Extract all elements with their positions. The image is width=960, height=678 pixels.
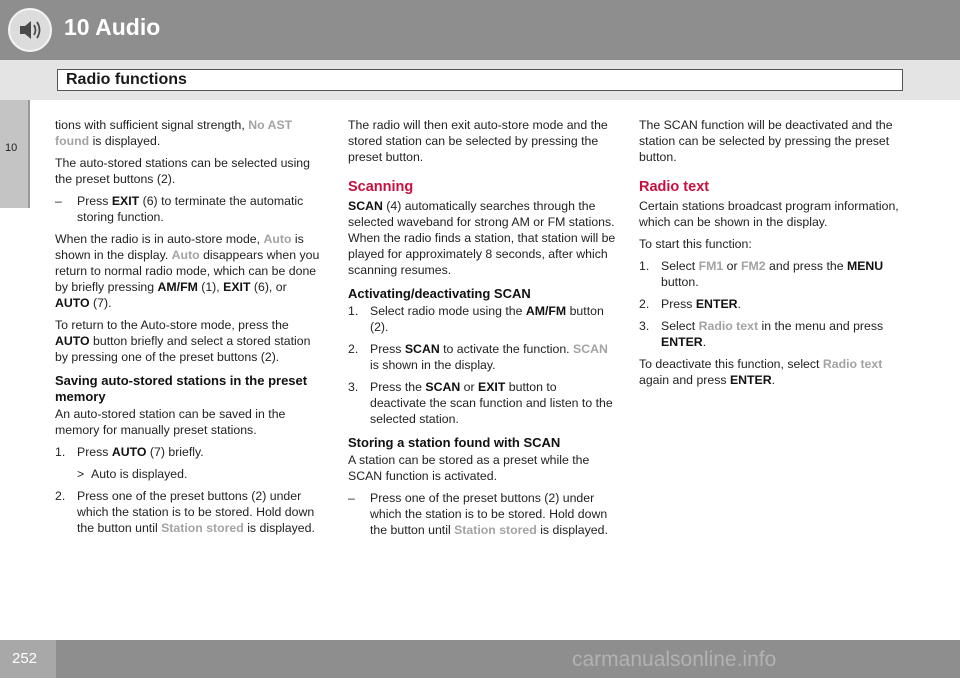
chapter-tab — [0, 100, 30, 208]
page-number: 252 — [12, 650, 38, 667]
column-3 — [639, 117, 907, 394]
step-item: 1. Press AUTO (7) briefly. — [55, 445, 204, 459]
step-item: 1. Select radio mode using the AM/FM button (2). — [348, 304, 604, 334]
display-text: FM2 — [741, 259, 766, 273]
button-key: ENTER — [729, 373, 772, 387]
bullet-item: – Press EXIT (6) to terminate the automatic storing function. — [55, 194, 304, 224]
step-number: 3. — [348, 380, 359, 394]
display-text: Auto — [263, 232, 292, 246]
step-number: 2. — [348, 342, 359, 356]
step-item: 2. Press SCAN to activate the function. SCAN is shown in the display. — [348, 342, 608, 372]
button-key: AM/FM — [157, 280, 198, 294]
step-number: 1. — [55, 445, 66, 459]
button-key: AM/FM — [525, 304, 567, 318]
dash-marker: – — [55, 194, 62, 208]
section-title: Radio functions — [66, 71, 187, 88]
heading-radio-text: Radio text — [639, 179, 710, 195]
subheading-saving: Saving auto-stored stations in the preset memory — [55, 373, 308, 404]
paragraph: The SCAN function will be deactivated and the station can be selected by pressing the preset button. — [639, 118, 893, 164]
column-2 — [348, 117, 616, 544]
button-key: EXIT — [478, 380, 506, 394]
display-text: Radio text — [822, 357, 883, 371]
chapter-header-bar — [0, 0, 960, 60]
button-key: MENU — [846, 259, 884, 273]
step-item: 2. Press ENTER. — [639, 297, 741, 311]
paragraph: tions with sufficient signal strength, No AST found is displayed. — [55, 118, 293, 148]
column-1 — [55, 117, 323, 542]
display-text: Station stored — [161, 521, 244, 535]
paragraph: Certain stations broadcast program information, which can be shown in the display. — [639, 199, 899, 229]
footer-bar — [0, 640, 960, 678]
bullet-item: – Press one of the preset buttons (2) under which the station is to be stored. Hold down the button until Station stored is displayed. — [348, 491, 608, 537]
chapter-tab-number: 10 — [5, 142, 18, 154]
chapter-title: 10 Audio — [64, 14, 161, 40]
display-text: Radio text — [698, 319, 759, 333]
step-item: 2. Press one of the preset buttons (2) under which the station is to be stored. Hold down the button until Station stored is displayed. — [55, 489, 315, 535]
watermark: carmanualsonline.info — [572, 648, 777, 671]
button-key: EXIT — [111, 194, 140, 208]
paragraph: SCAN (4) automatically searches through the selected waveband for strong AM or FM stations. When the radio finds a station, that station will be played for approximately 8 seconds, after which scanning resumes. — [348, 199, 616, 277]
paragraph: When the radio is in auto-store mode, Auto is shown in the display. Auto disappears when you return to normal radio mode, which can be done by briefly pressing AM/FM (1), EXIT (6), or AUTO (7). — [55, 232, 320, 310]
button-key: SCAN — [425, 380, 461, 394]
paragraph: A station can be stored as a preset while the SCAN function is activated. — [348, 453, 590, 483]
display-text: FM1 — [698, 259, 724, 273]
paragraph: An auto-stored station can be saved in the memory for manually preset stations. — [55, 407, 286, 437]
speaker-icon — [8, 8, 52, 52]
paragraph: To start this function: — [639, 237, 752, 251]
paragraph: To deactivate this function, select Radio text again and press ENTER. — [639, 357, 883, 387]
step-item: 3. Press the SCAN or EXIT button to deactivate the scan function and listen to the selected station. — [348, 380, 613, 426]
button-key: ENTER — [695, 297, 738, 311]
paragraph: The auto-stored stations can be selected using the preset buttons (2). — [55, 156, 310, 186]
display-text: Station stored — [454, 523, 537, 537]
section-header — [57, 69, 903, 91]
button-key: EXIT — [223, 280, 251, 294]
step-number: 2. — [55, 489, 66, 503]
result-marker: > — [77, 467, 85, 481]
step-number: 2. — [639, 297, 650, 311]
result-item: > Auto is displayed. — [77, 467, 188, 481]
paragraph: To return to the Auto-store mode, press the AUTO button briefly and select a stored station by pressing one of the preset buttons (2). — [55, 318, 311, 364]
button-key: ENTER — [661, 335, 703, 349]
button-key: SCAN — [404, 342, 440, 356]
step-item: 3. Select Radio text in the menu and press ENTER. — [639, 319, 884, 349]
heading-scanning: Scanning — [348, 179, 414, 195]
display-text: Auto — [171, 248, 200, 262]
button-key: AUTO — [55, 334, 90, 348]
dash-marker: – — [348, 491, 355, 505]
paragraph: The radio will then exit auto-store mode and the stored station can be selected by pressing the preset button. — [348, 118, 608, 164]
subheading-activate-scan: Activating/deactivating SCAN — [348, 286, 531, 301]
button-key: SCAN — [348, 199, 383, 213]
step-number: 1. — [639, 259, 650, 273]
display-text: No AST found — [55, 118, 293, 148]
step-item: 1. Select FM1 or FM2 and press the MENU button. — [639, 259, 884, 289]
button-key: AUTO — [55, 296, 90, 310]
display-text: SCAN — [573, 342, 608, 356]
step-number: 1. — [348, 304, 359, 318]
subheading-storing-scan: Storing a station found with SCAN — [348, 435, 561, 450]
step-number: 3. — [639, 319, 650, 333]
page-number-box — [0, 640, 56, 678]
button-key: AUTO — [111, 445, 147, 459]
